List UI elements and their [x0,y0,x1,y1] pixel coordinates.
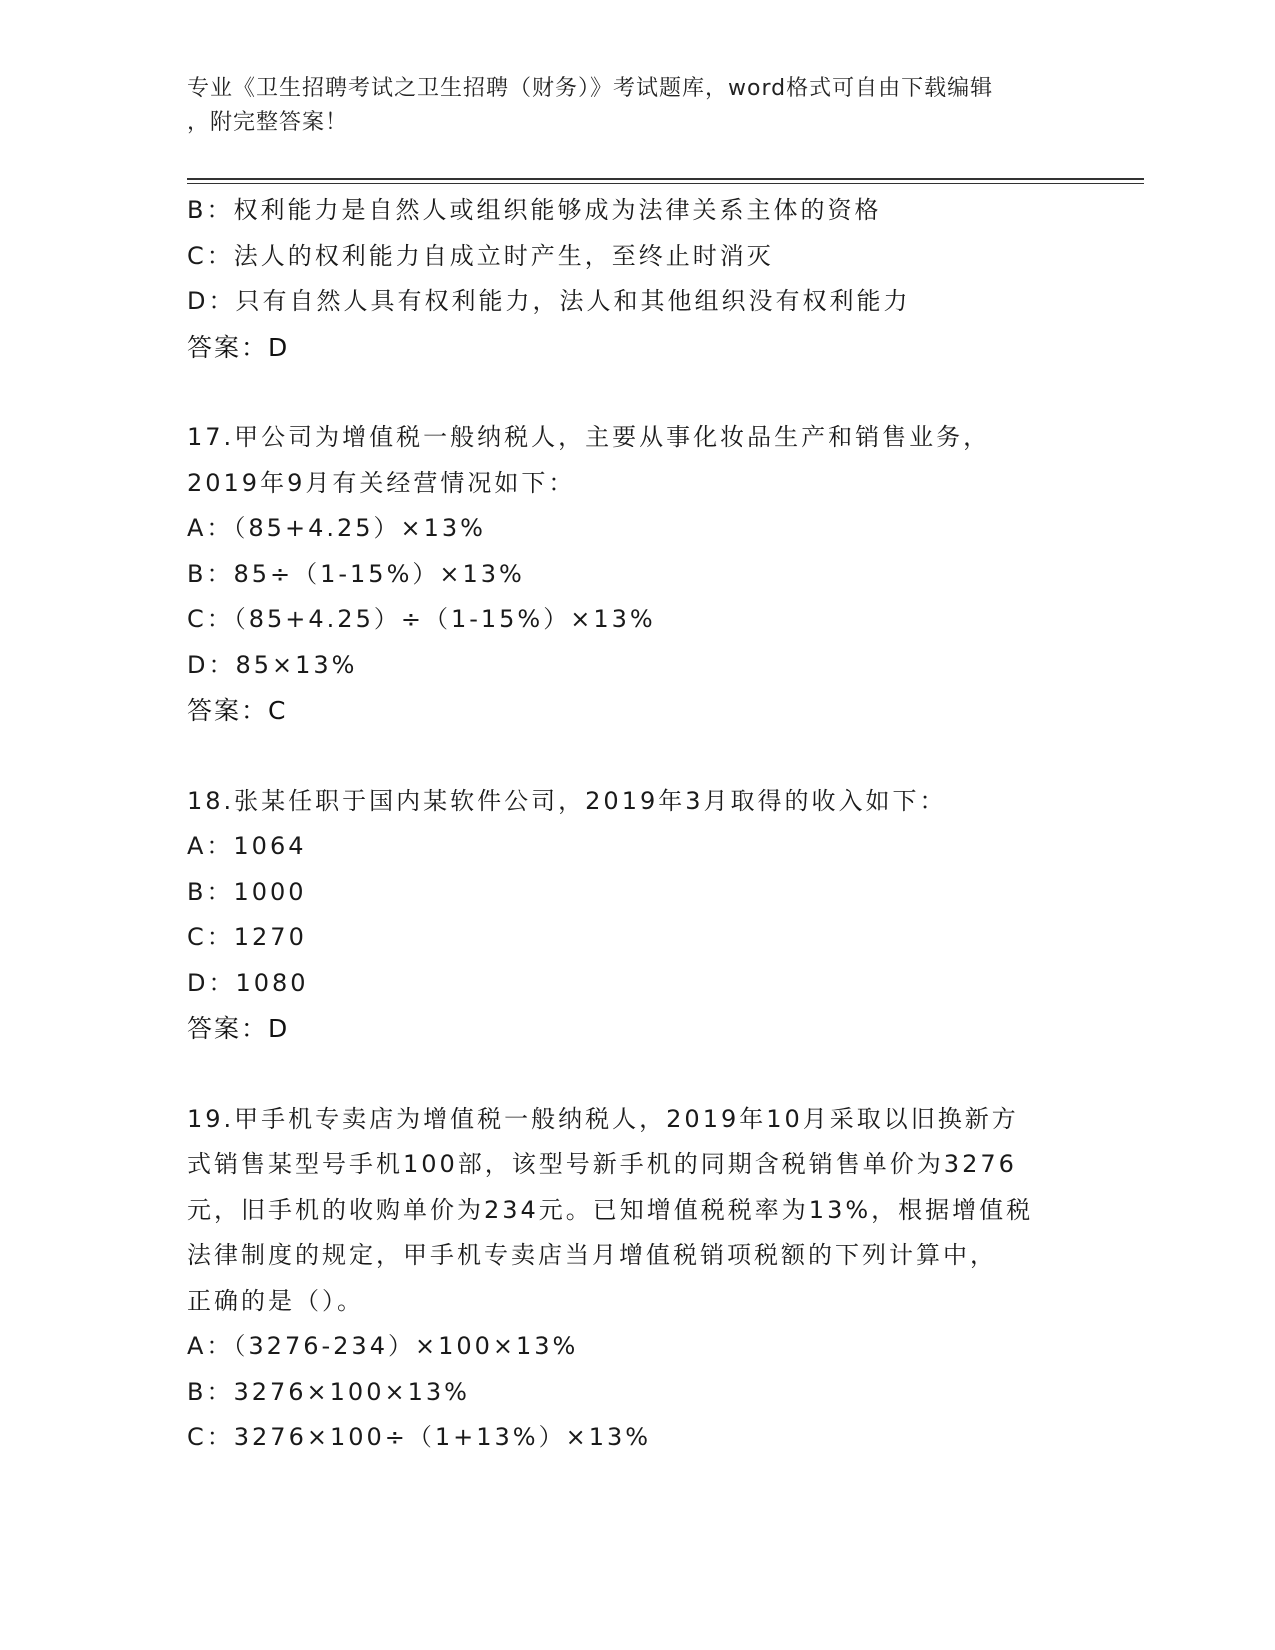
option-c: C：法人的权利能力自成立时产生，至终止时消灭 [187,241,774,270]
question-text-line: 式销售某型号手机100部，该型号新手机的同期含税销售单价为3276 [187,1150,1017,1178]
question-text-line: 18.张某任职于国内某软件公司，2019年3月取得的收入如下： [187,786,947,815]
option-c: C：1270 [187,923,307,951]
option-a: A：（3276-234）×100×13% [187,1332,579,1360]
option-d: D：85×13% [187,650,358,679]
header-line-1: 专业《卫生招聘考试之卫生招聘（财务）》考试题库，word格式可自由下载编辑 [187,76,994,101]
question-text-line: 19.甲手机专卖店为增值税一般纳税人，2019年10月采取以旧换新方 [187,1104,1019,1133]
question-text-line: 17.甲公司为增值税一般纳税人，主要从事化妆品生产和销售业务， [187,423,991,451]
option-c: C：（85+4.25）÷（1-15%）×13% [187,605,656,633]
answer-label: 答案：D [187,332,290,362]
answer-label: 答案：D [187,1014,290,1043]
header-line-2: ，附完整答案！ [187,110,349,135]
option-c: C：3276×100÷（1+13%）×13% [187,1423,652,1451]
question-text-line: 法律制度的规定，甲手机专卖店当月增值税销项税额的下列计算中， [187,1241,997,1269]
option-b: B：3276×100×13% [187,1377,470,1406]
option-a: A：1064 [187,832,307,860]
option-b: B：1000 [187,877,307,906]
option-d: D：只有自然人具有权利能力，法人和其他组织没有权利能力 [187,287,911,315]
header-divider-thick [187,178,1144,180]
option-a: A：（85+4.25）×13% [187,514,486,542]
header-divider-thin [187,183,1144,184]
answer-label: 答案：C [187,696,288,725]
option-b: B：权利能力是自然人或组织能够成为法律关系主体的资格 [187,196,882,224]
spacer [187,1052,1087,1097]
question-text-line: 2019年9月有关经营情况如下： [187,468,576,497]
spacer [187,370,1087,415]
question-18 [187,779,1087,1052]
spacer [187,734,1087,779]
document-body [187,188,1087,1461]
document-header [187,72,1087,140]
question-16-tail [187,188,1087,370]
option-b: B：85÷（1-15%）×13% [187,559,525,588]
option-d: D：1080 [187,968,309,997]
question-19 [187,1097,1087,1461]
question-text-line: 元，旧手机的收购单价为234元。已知增值税税率为13%，根据增值税 [187,1195,1034,1224]
question-text-line: 正确的是（）。 [187,1286,364,1315]
question-17 [187,415,1087,734]
